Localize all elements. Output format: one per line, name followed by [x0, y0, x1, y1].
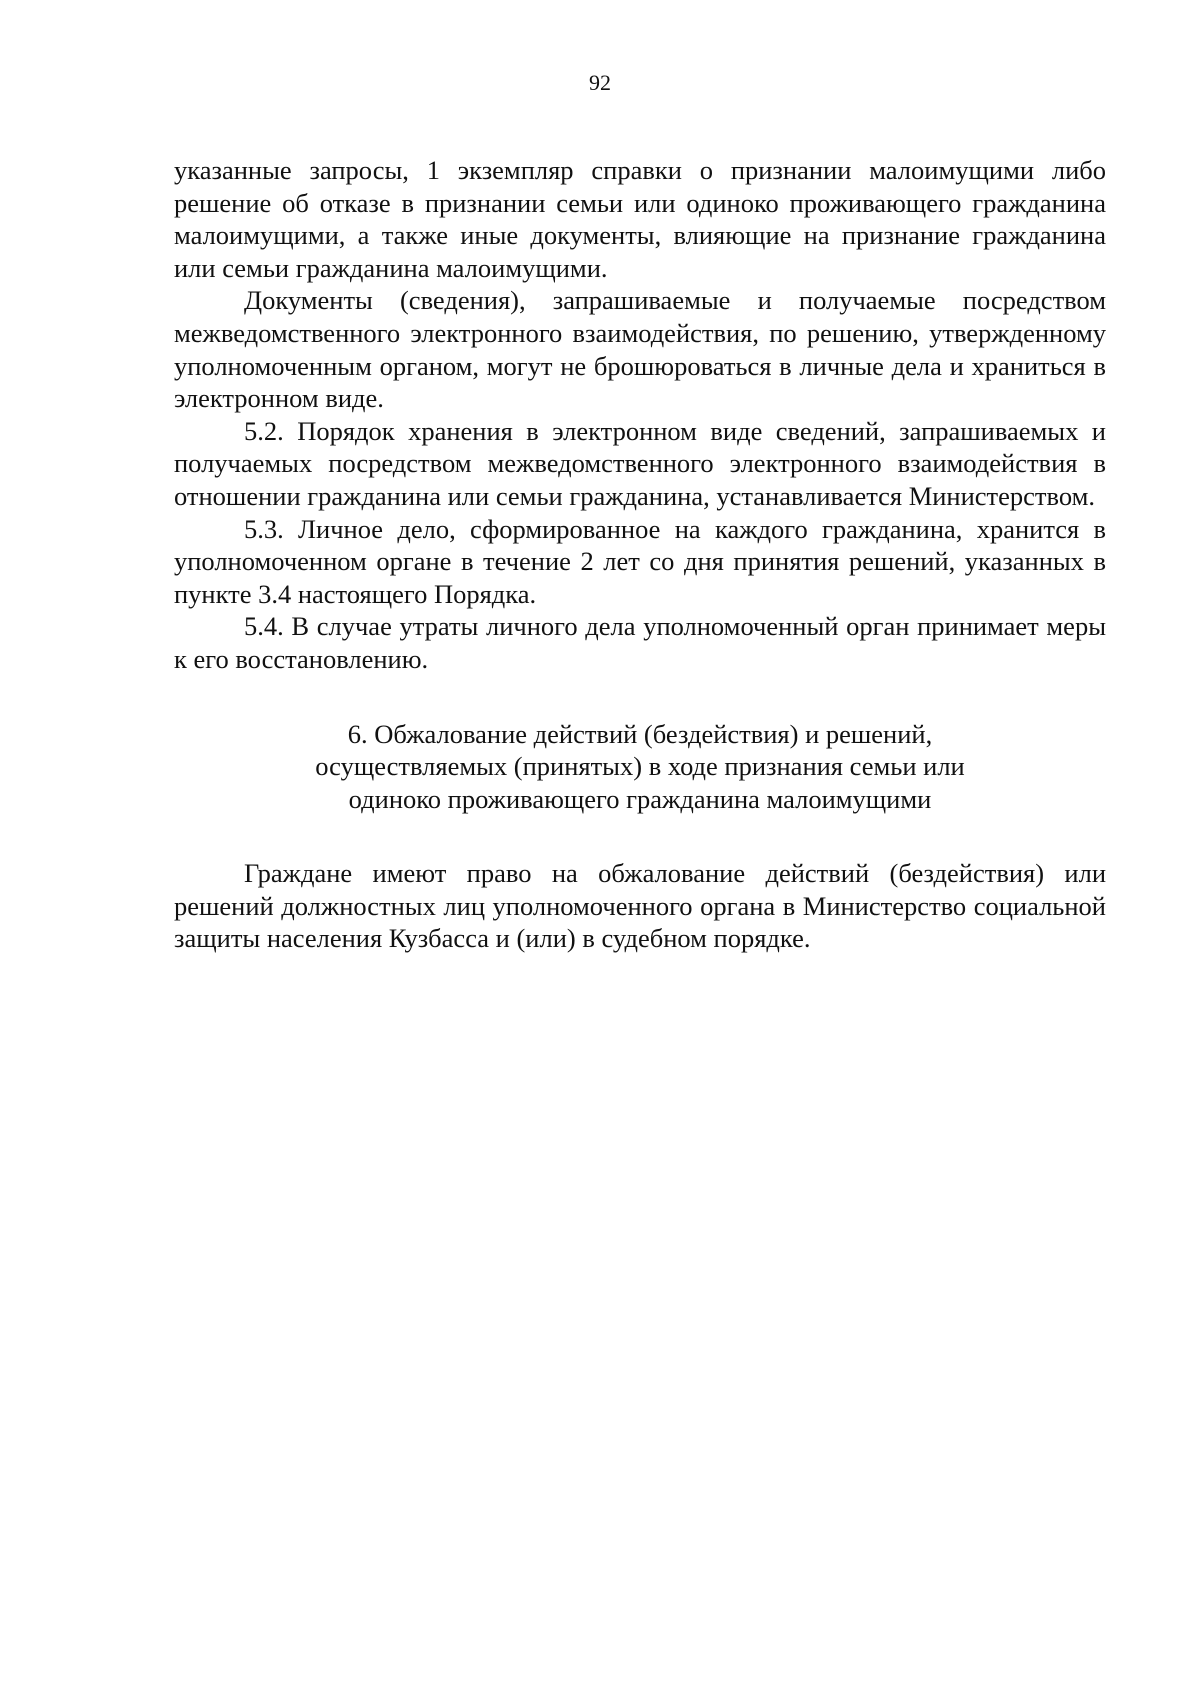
paragraph-appeal-right: Граждане имеют право на обжалование действий (бездействия) или решений должностных лиц уполномоченного органа в Министерство социальной защиты населения Кузбасса и (или) в судебном порядке. — [174, 858, 1106, 954]
document-body — [174, 154, 1106, 955]
paragraph-continuation: указанные запросы, 1 экземпляр справки о признании малоимущими либо решение об отказе в признании семьи или одиноко проживающего гражданина малоимущими, а также иные документы, влияющие на признание гражданина или семьи гражданина малоимущими. — [174, 155, 1106, 283]
section-heading-line: 6. Обжалование действий (бездействия) и решений, — [347, 718, 933, 749]
page-number: 92 — [589, 70, 611, 95]
paragraph-5-3: 5.3. Личное дело, сформированное на каждого гражданина, хранится в уполномоченном органе в течение 2 лет со дня принятия решений, указанных в пункте 3.4 настоящего Порядка. — [174, 513, 1106, 609]
paragraph-5-4: 5.4. В случае утраты личного дела уполномоченный орган принимает меры к его восстановлению. — [174, 611, 1106, 674]
paragraph-5-2: 5.2. Порядок хранения в электронном виде сведений, запрашиваемых и получаемых посредством межведомственного электронного взаимодействия в отношении гражданина или семьи гражданина, устанавливается Министерством. — [174, 415, 1106, 511]
section-heading-line: одиноко проживающего гражданина малоимущими — [348, 783, 932, 814]
section-6-heading — [174, 718, 1106, 816]
paragraph-documents-info: Документы (сведения), запрашиваемые и получаемые посредством межведомственного электронного взаимодействия, по решению, утвержденному уполномоченным органом, могут не брошюроваться в личные дела и храниться в электронном виде. — [174, 285, 1106, 414]
section-heading-line: осуществляемых (принятых) в ходе признания семьи или — [315, 751, 965, 782]
